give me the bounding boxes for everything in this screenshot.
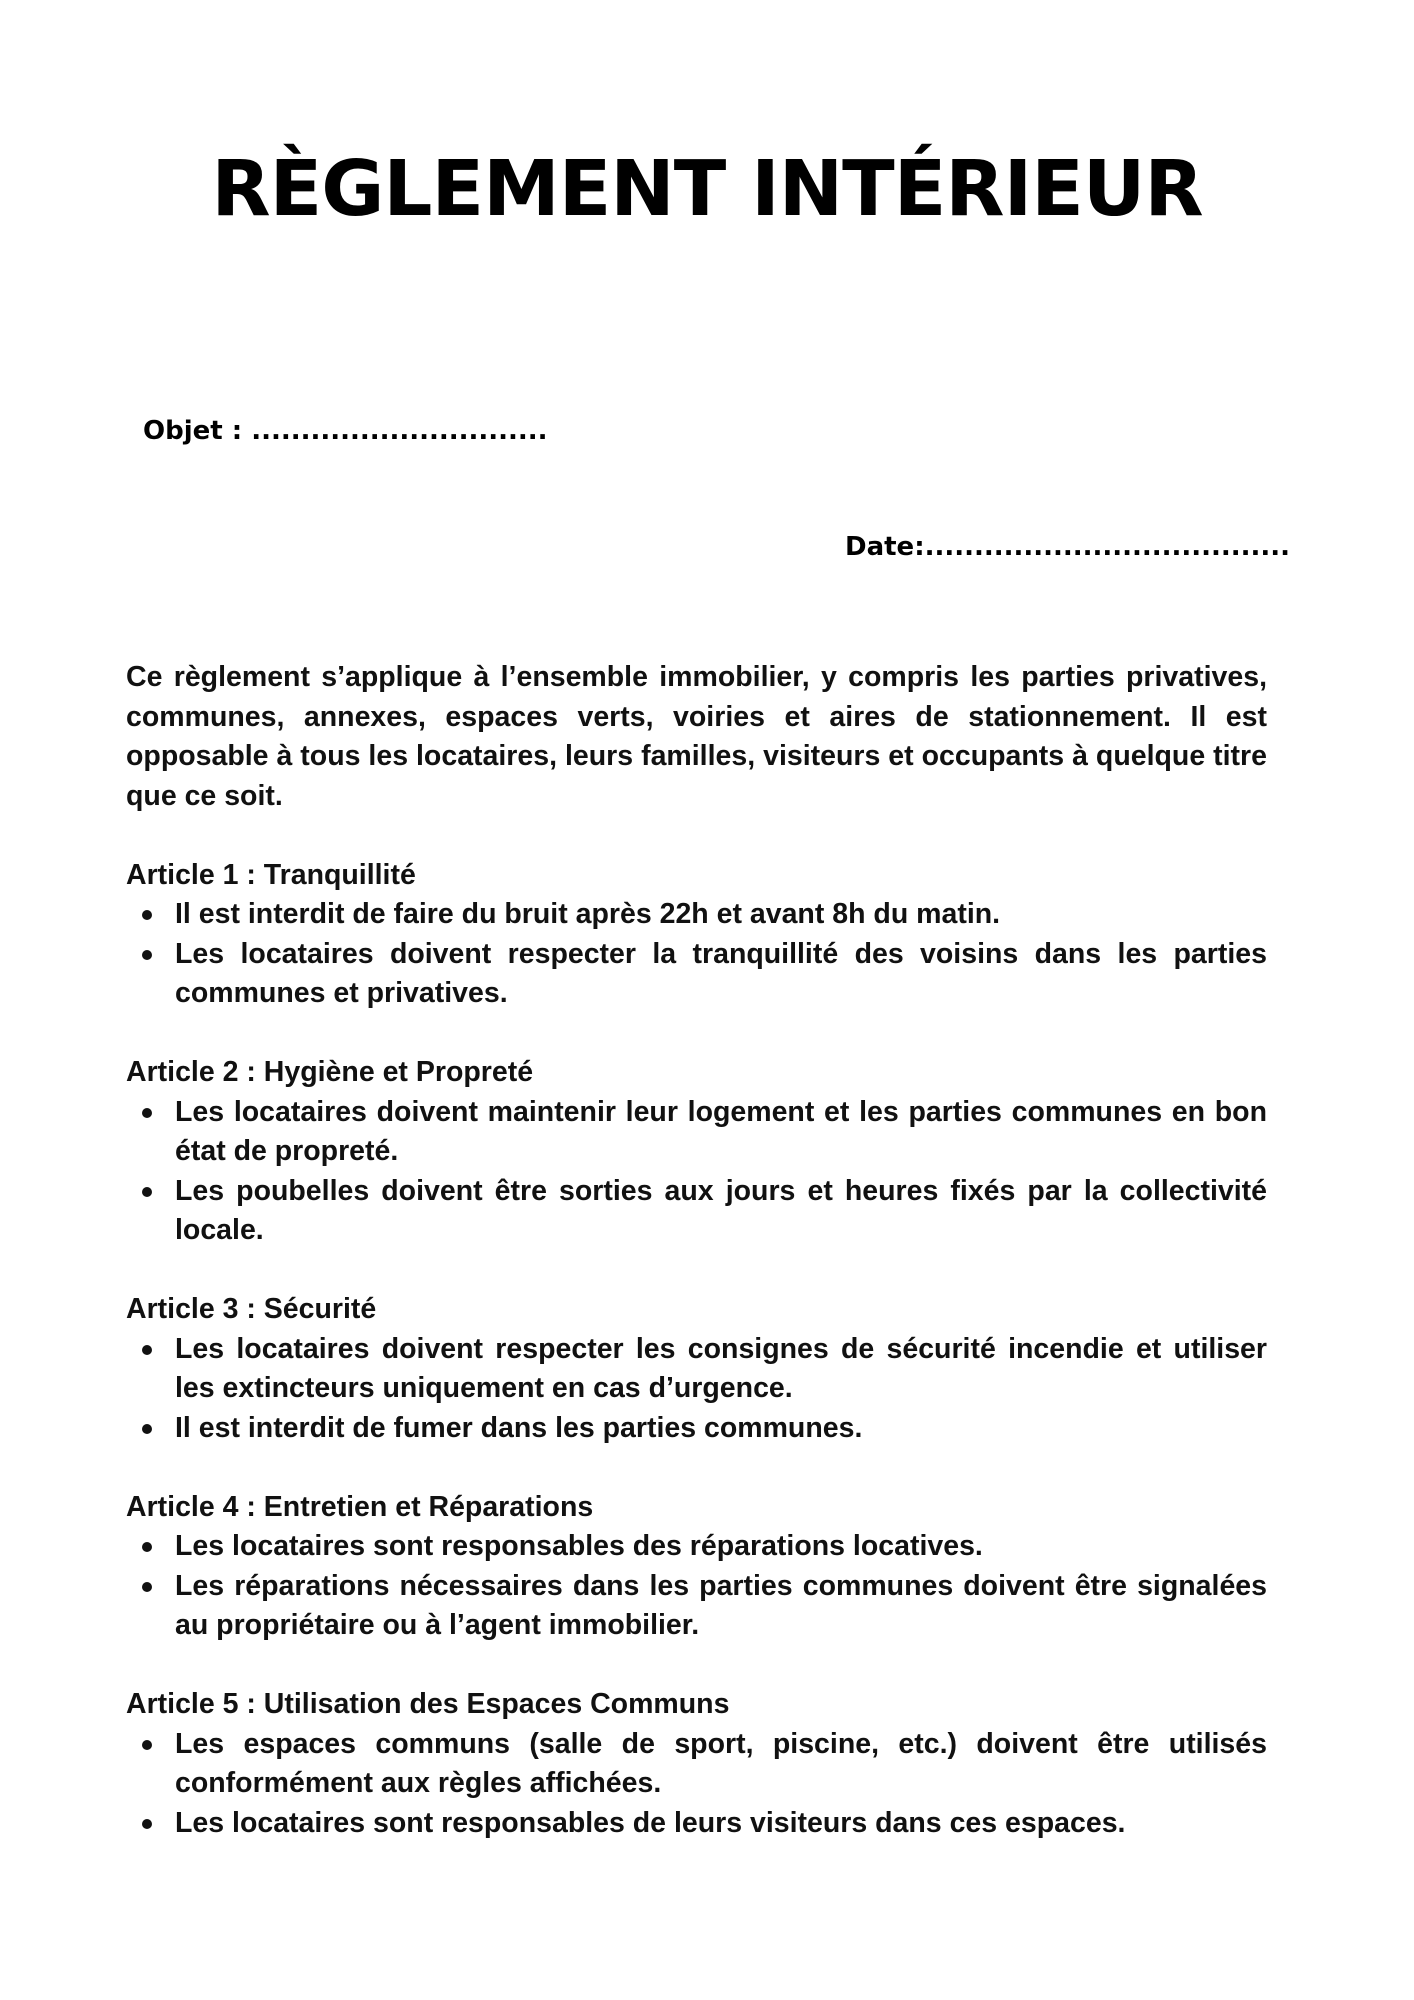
rule-item	[126, 1330, 1267, 1409]
bullet-icon	[142, 1187, 152, 1197]
article-heading: Article 2 : Hygiène et Propreté	[126, 1056, 534, 1088]
rule-item	[126, 1567, 1267, 1646]
document-title: RÈGLEMENT INTÉRIEUR	[211, 145, 1203, 234]
article-rules-list	[126, 1330, 1267, 1449]
bullet-icon	[142, 1819, 152, 1829]
intro-paragraph: Ce règlement s’applique à l’ensemble immobilier, y compris les parties privatives, communes, annexes, espaces verts, voiries et aires de stationnement. Il est opposable à tous les locataires, leurs familles, visiteurs et occupants à quelque titre que ce soit.	[126, 661, 1267, 812]
objet-label: Objet :	[143, 416, 243, 446]
rule-text: Les locataires sont responsables de leurs visiteurs dans ces espaces.	[175, 1806, 1126, 1839]
rule-item	[126, 1409, 1267, 1449]
rule-text: Il est interdit de faire du bruit après 22h et avant 8h du matin.	[175, 898, 1001, 930]
article-rules-list	[126, 1093, 1267, 1251]
rule-item	[126, 935, 1267, 1014]
rule-text: Les réparations nécessaires dans les parties communes doivent être signalées au propriétaire ou à l’agent immobilier.	[175, 1569, 1267, 1641]
bullet-icon	[142, 1424, 152, 1434]
rule-text: Les locataires doivent respecter les consignes de sécurité incendie et utiliser les extincteurs uniquement en cas d’urgence.	[175, 1332, 1267, 1404]
bullet-icon	[142, 950, 152, 960]
bullet-icon	[142, 1582, 152, 1592]
article-rules-list	[126, 895, 1267, 1014]
rule-item	[126, 1527, 1267, 1567]
article-heading: Article 4 : Entretien et Réparations	[126, 1490, 594, 1523]
article-2	[126, 1053, 1267, 1251]
article-1	[126, 856, 1267, 1014]
objet-blank-line: ..............................	[251, 416, 548, 446]
rule-text: Il est interdit de fumer dans les parties communes.	[175, 1411, 863, 1444]
article-heading: Article 1 : Tranquillité	[126, 858, 416, 891]
rule-text: Les locataires doivent respecter la tranquillité des voisins dans les parties communes et privatives.	[175, 937, 1267, 1009]
bullet-icon	[142, 910, 152, 920]
bullet-icon	[142, 1740, 152, 1750]
article-rules-list	[126, 1725, 1267, 1844]
bullet-icon	[142, 1345, 152, 1355]
rule-text: Les locataires sont responsables des réparations locatives.	[175, 1530, 983, 1562]
article-3	[126, 1290, 1267, 1448]
date-field	[845, 530, 1290, 564]
objet-field	[143, 414, 548, 448]
rule-item	[126, 895, 1267, 935]
rule-item	[126, 1804, 1267, 1844]
bullet-icon	[142, 1542, 152, 1552]
date-label: Date:	[845, 532, 925, 562]
date-blank-line: .....................................	[924, 532, 1291, 562]
rule-text: Les espaces communs (salle de sport, piscine, etc.) doivent être utilisés conformément aux règles affichées.	[175, 1727, 1267, 1799]
article-heading: Article 3 : Sécurité	[126, 1293, 377, 1325]
rule-item	[126, 1725, 1267, 1804]
rule-item	[126, 1093, 1267, 1172]
rule-item	[126, 1172, 1267, 1251]
article-rules-list	[126, 1527, 1267, 1646]
rule-text: Les locataires doivent maintenir leur logement et les parties communes en bon état de propreté.	[175, 1095, 1267, 1167]
article-heading: Article 5 : Utilisation des Espaces Communs	[126, 1688, 730, 1720]
article-4	[126, 1488, 1267, 1646]
article-5	[126, 1685, 1267, 1843]
document-body	[126, 658, 1267, 1843]
rule-text: Les poubelles doivent être sorties aux jours et heures fixés par la collectivité locale.	[175, 1174, 1267, 1246]
bullet-icon	[142, 1108, 152, 1118]
